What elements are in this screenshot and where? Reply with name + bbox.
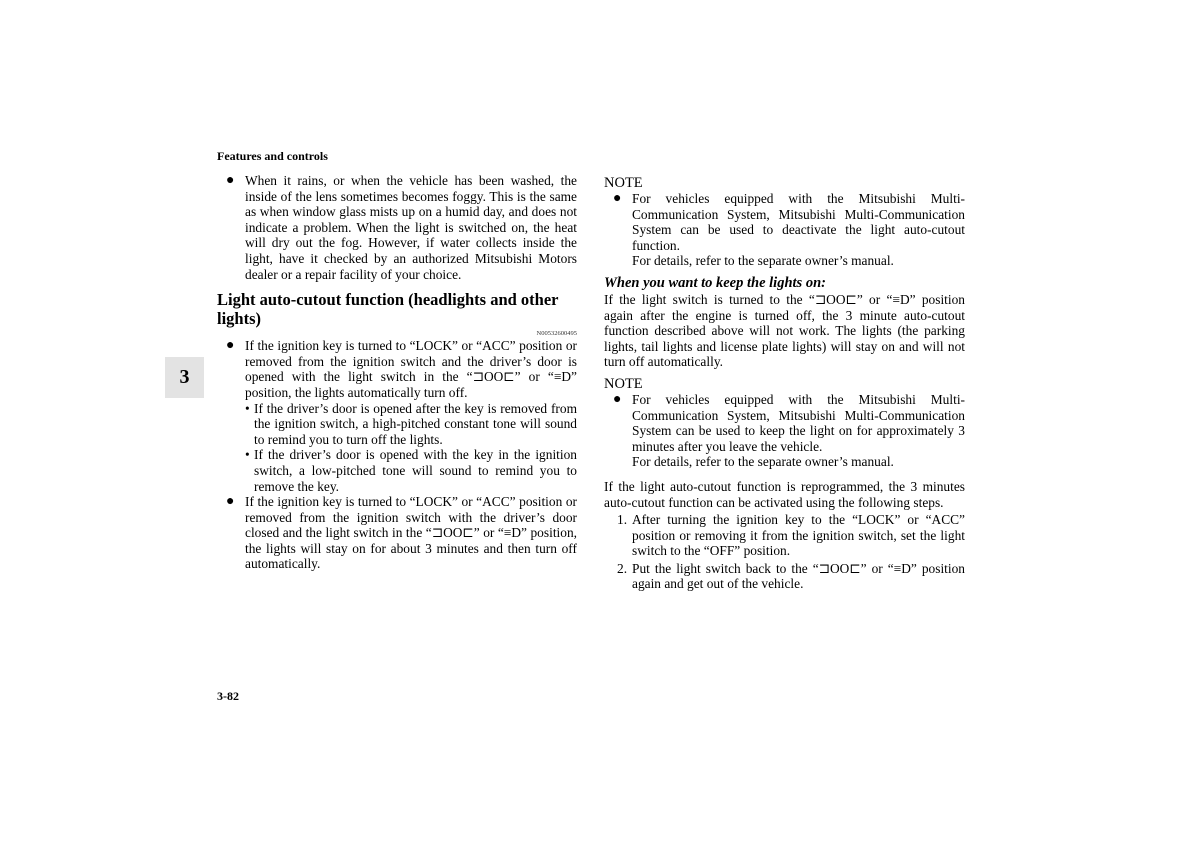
sub-item-1: [217, 401, 577, 448]
note-details-1: For details, refer to the separate owner’s manual.: [632, 253, 894, 269]
bullet-dot-icon: ●: [613, 391, 622, 407]
section-header: Features and controls: [217, 149, 328, 163]
step-number: 1.: [617, 512, 628, 528]
bullet-item-1: [217, 338, 577, 400]
bullet-text-1: If the ignition key is turned to “LOCK” or “ACC” position or removed from the ignition switch and the driver’s door is opened with the light switch in the “⊐OO⊏” or “≡D” position, the lights automatically turn off.: [245, 338, 577, 400]
step-item-2: [604, 561, 965, 592]
section-heading: Light auto-cutout function (headlights and other lights): [217, 290, 559, 328]
bullet-dot-icon: ●: [226, 173, 235, 188]
note-bullet-2: [604, 392, 965, 454]
bullet-text-2: If the ignition key is turned to “LOCK” or “ACC” position or removed from the ignition switch with the driver’s door closed and the light switch in the “⊐OO⊏” or “≡D” position, the lights will stay on for about 3 minutes and then turn off automatically.: [245, 494, 577, 572]
note-label-1: NOTE: [604, 175, 643, 191]
sub-item-2: [217, 447, 577, 494]
left-column: [217, 173, 577, 572]
note-details-2: For details, refer to the separate owner’s manual.: [632, 454, 894, 470]
intro-bullet-text: When it rains, or when the vehicle has been washed, the inside of the lens sometimes becomes foggy. This is the same as when window glass mists up on a humid day, and does not indicate a problem. When the light is switched on, the heat will dry out the fog. However, if water collects inside the light, have it checked by an authorized Mitsubishi Motors dealer or a repair facility of your choice.: [245, 173, 577, 282]
note-bullet-1: [604, 191, 965, 253]
sub-text-1: If the driver’s door is opened after the key is removed from the ignition switch, a high-pitched constant tone will sound to remind you to turn off the lights.: [254, 400, 577, 447]
note-label-2: NOTE: [604, 375, 643, 392]
subheading-keep-lights: When you want to keep the lights on:: [604, 274, 826, 291]
chapter-tab: [165, 357, 204, 398]
step-item-1: [604, 512, 965, 559]
keep-lights-paragraph: If the light switch is turned to the “⊐OO⊏” or “≡D” position again after the engine is turned off, the 3 minute auto-cutout function described above will not work. The lights (the parking lights, tail lights and license plate lights) will stay on and will not turn off automatically.: [604, 291, 965, 370]
bullet-item-2: [217, 494, 577, 572]
step-text: After turning the ignition key to the “LOCK” or “ACC” position or removing it from the ignition switch, set the light switch to the “OFF” position.: [632, 512, 965, 559]
page-number: 3-82: [217, 689, 239, 703]
note-bullet-text-2: For vehicles equipped with the Mitsubishi Multi-Communication System, Mitsubishi Multi-Communication System can be used to keep the light on for approximately 3 minutes after you leave the vehicle.: [632, 391, 965, 454]
bullet-dot-icon: ●: [613, 191, 622, 206]
sub-text-2: If the driver’s door is opened with the key in the ignition switch, a low-pitched tone will sound to remind you to remove the key.: [254, 447, 577, 494]
bullet-dot-icon: ●: [226, 494, 235, 510]
note-bullet-text-1: For vehicles equipped with the Mitsubishi Multi-Communication System, Mitsubishi Multi-Communication System can be used to deactivate the light auto-cutout function.: [632, 191, 965, 253]
small-bullet-icon: •: [245, 447, 250, 463]
step-text: Put the light switch back to the “⊐OO⊏” or “≡D” position again and get out of the vehicle.: [632, 560, 965, 592]
step-number: 2.: [617, 560, 628, 576]
small-bullet-icon: •: [245, 400, 250, 416]
right-column: [604, 175, 965, 592]
intro-bullet-item: [217, 173, 577, 282]
reprogram-paragraph: If the light auto-cutout function is reprogrammed, the 3 minutes auto-cutout function can be activated using the following steps.: [604, 478, 965, 510]
bullet-dot-icon: ●: [226, 338, 235, 354]
chapter-number: 3: [179, 366, 190, 388]
reference-code: N00532600495: [536, 330, 577, 338]
